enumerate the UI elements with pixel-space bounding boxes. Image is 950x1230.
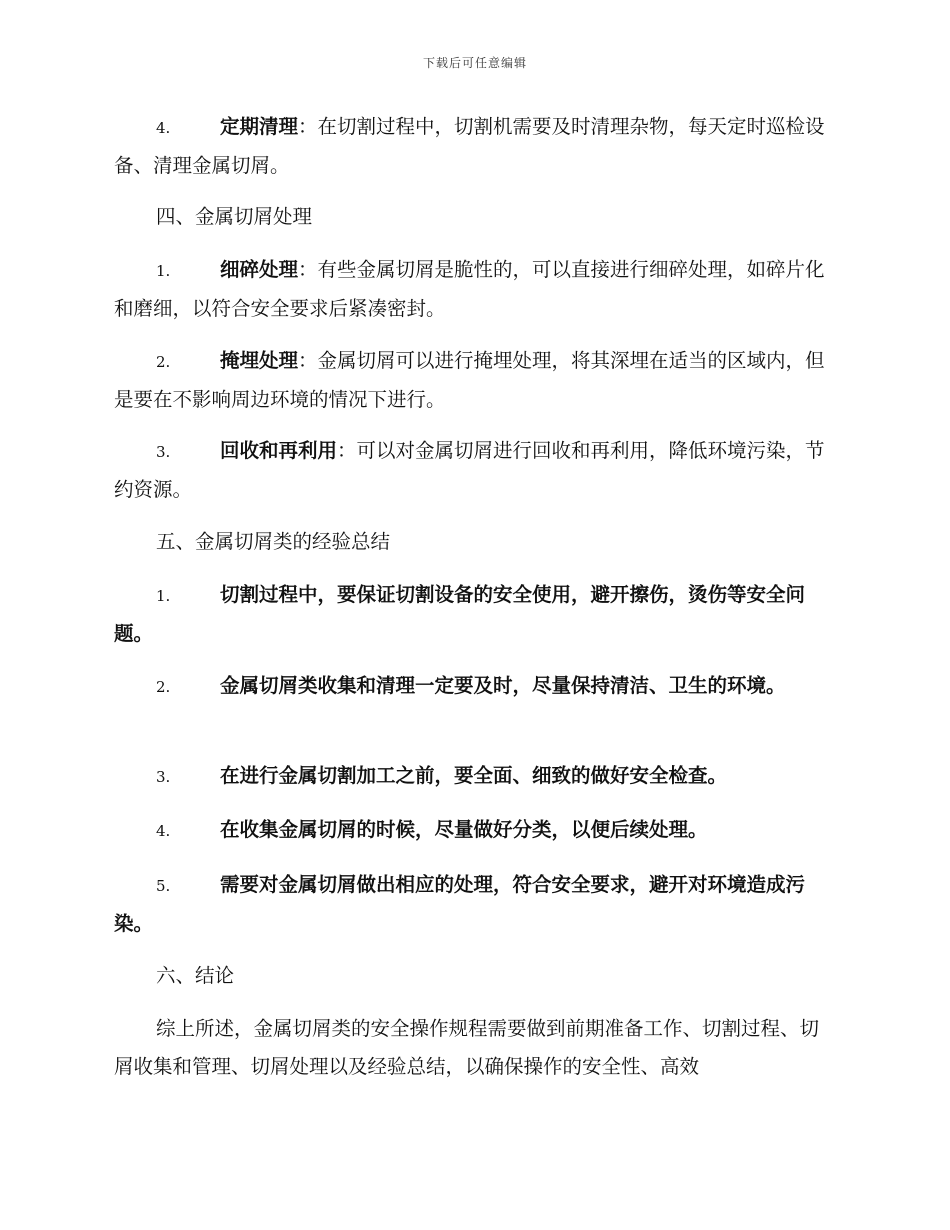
item-number: 3.	[156, 443, 171, 461]
list-item	[114, 811, 834, 850]
item-number: 3.	[156, 768, 171, 786]
list-item	[114, 432, 834, 509]
item-term: 掩埋处理	[220, 349, 299, 372]
list-item	[114, 342, 834, 419]
conclusion-paragraph: 综上所述，金属切屑类的安全操作规程需要做到前期准备工作、切割过程、切屑收集和管理、切屑处理以及经验总结，以确保操作的安全性、高效	[114, 1017, 820, 1078]
list-item	[114, 866, 834, 943]
section-heading: 四、金属切屑处理	[156, 205, 313, 228]
item-separator: ：	[298, 115, 318, 138]
item-number: 1.	[156, 262, 171, 280]
item-separator: ：	[298, 349, 318, 372]
item-number: 4.	[156, 822, 171, 840]
list-item	[114, 576, 834, 653]
list-item	[114, 757, 834, 796]
item-text: 有些金属切屑是脆性的，可以直接进行细碎处理，如碎片化和磨细，以符合安全要求后紧凑密封。	[114, 258, 825, 320]
item-text: 可以对金属切屑进行回收和再利用，降低环境污染，节约资源。	[114, 439, 825, 501]
item-term: 定期清理	[220, 115, 299, 138]
list-item	[114, 108, 834, 185]
list-item	[114, 667, 834, 706]
item-number: 2.	[156, 678, 171, 696]
item-number: 1.	[156, 587, 171, 605]
item-text: 需要对金属切屑做出相应的处理，符合安全要求，避开对环境造成污染。	[114, 873, 806, 935]
item-text: 在收集金属切屑的时候，尽量做好分类，以便后续处理。	[220, 818, 708, 841]
item-text: 金属切屑类收集和清理一定要及时，尽量保持清洁、卫生的环境。	[220, 674, 786, 697]
item-number: 2.	[156, 353, 171, 371]
item-separator: ：	[298, 258, 318, 281]
item-text: 在切割过程中，切割机需要及时清理杂物，每天定时巡检设备、清理金属切屑。	[114, 115, 825, 177]
item-text: 切割过程中，要保证切割设备的安全使用，避开擦伤，烫伤等安全问题。	[114, 583, 806, 645]
page-header: 下载后可任意编辑	[422, 56, 527, 70]
item-separator: ：	[337, 439, 357, 462]
list-item	[114, 251, 834, 328]
item-number: 5.	[156, 877, 171, 895]
item-number: 4.	[156, 119, 171, 137]
item-text: 金属切屑可以进行掩埋处理，将其深埋在适当的区域内，但是要在不影响周边环境的情况下进行。	[114, 349, 825, 411]
item-term: 回收和再利用	[220, 439, 338, 462]
item-term: 细碎处理	[220, 258, 299, 281]
section-heading: 六、结论	[156, 964, 235, 987]
item-text: 在进行金属切割加工之前，要全面、细致的做好安全检查。	[220, 764, 728, 787]
section-heading: 五、金属切屑类的经验总结	[156, 530, 391, 553]
